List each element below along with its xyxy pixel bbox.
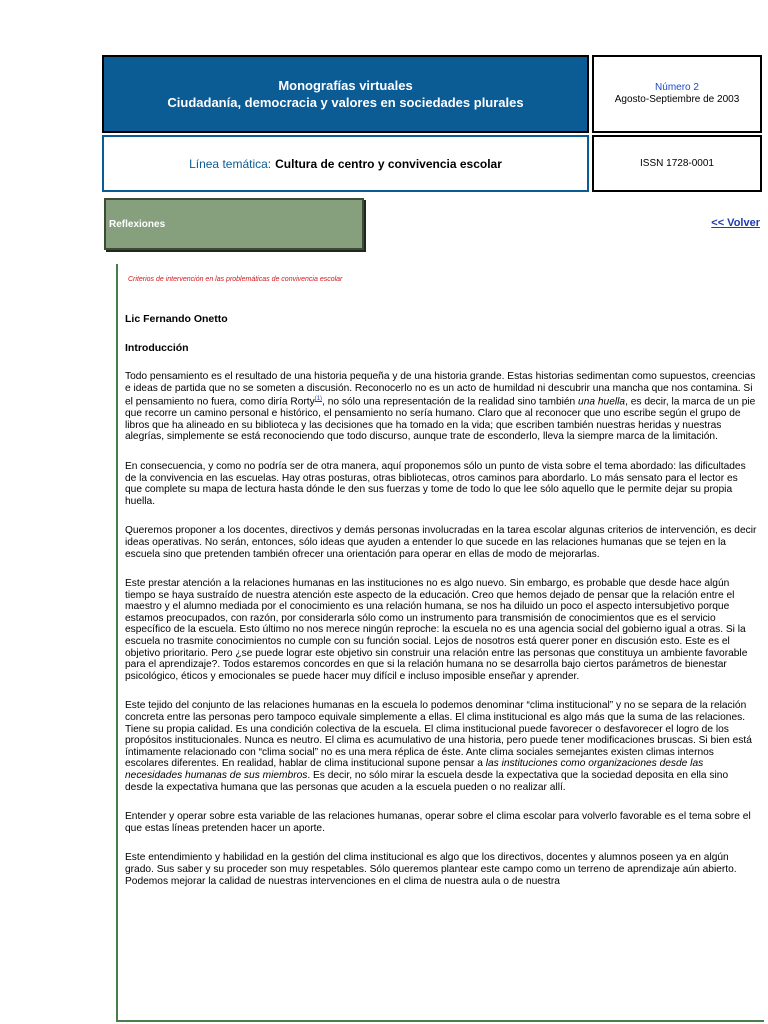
paragraph-2: En consecuencia, y como no podría ser de otra manera, aquí proponemos sólo un punto de vista sobre el tema abordado: las dificultades de la convivencia en las escuelas. Hay otras posturas, otras bibliotecas, otros caminos para abordarlo. Lo más sensato para el lector es que complete su mapa de lectura hasta dónde le den sus fuerzas y tome de todo lo que lee sólo aquello que le permite dejar su propia huella. (125, 460, 746, 507)
issue-number: Número 2 (655, 82, 699, 93)
issue-date: Agosto-Septiembre de 2003 (614, 94, 740, 105)
section-label: Reflexiones (109, 219, 166, 230)
issue-cell (592, 55, 762, 133)
issn-cell (592, 135, 762, 192)
section-box (104, 198, 364, 250)
thematic-line-value: Cultura de centro y convivencia escolar (275, 156, 502, 171)
paragraph-5: Este tejido del conjunto de las relaciones humanas en la escuela lo podemos denominar “clima institucional” y no se separa de la relación concreta entre las personas pero tampoco equivale simplemente a ellas. El clima institucional es algo más que la suma de las relaciones. Tiene su propia calidad. Es una condición colectiva de la escuela. El clima institucional puede favorecer o desfavorecer el logro de los propósitos institucionales. Nunca es neutro. El clima es acumulativo de una historia, pero puede tener modificaciones bruscas. Si bien está íntimamente relacionado con “clima social” no es una mera réplica de éste. Ante clima sociales semejantes existen climas internos escolares diferentes. En realidad, hablar de clima institucional supone pensar a las instituciones como organizaciones desde las necesidades humanas de sus miembros. Es decir, no sólo mirar la escuela desde la expectativa que la sociedad deposita en ella sino desde la expectativa humana que las personas que acuden a la escuela pueden o no realizar allí. (125, 700, 752, 793)
footnote-link-1[interactable]: (1) (314, 396, 323, 403)
thematic-line-cell (102, 135, 589, 192)
paragraph-7: Este entendimiento y habilidad en la gestión del clima institucional es algo que los directivos, docentes y alumnos poseen ya en algún grado. Sus saber y su proceder son muy respetables. Sólo queremos plantear este campo como un terreno de aprendizaje aún abierto. Podemos mejorar la calidad de nuestras intervenciones en el clima de nuestra aula o de nuestra (125, 852, 737, 887)
journal-subtitle: Ciudadanía, democracia y valores en sociedades plurales (167, 95, 524, 110)
issn: ISSN 1728-0001 (640, 158, 714, 169)
article-topic: Criterios de intervención en las problemáticas de convivencia escolar (128, 276, 343, 283)
back-link[interactable]: << Volver (711, 217, 760, 229)
paragraph-3: Queremos proponer a los docentes, directivos y demás personas involucradas en la tarea escolar algunas criterios de intervención, es decir ideas operativas. No serán, entonces, sólo ideas que ayuden a entender lo que sucede en las relaciones humanas que se tejen en la escuela sino que pretenden también ofrecer una orientación para operar en ellas de modo de mejorarlas. (125, 525, 757, 560)
journal-title: Monografías virtuales (278, 78, 413, 93)
section-heading-introduction: Introducción (125, 342, 189, 354)
paragraph-6: Entender y operar sobre esta variable de las relaciones humanas, operar sobre el clima escolar para volverlo favorable es el tema sobre el que estas líneas pretenden hacer un aporte. (125, 811, 751, 834)
article-author: Lic Fernando Onetto (125, 313, 228, 325)
journal-header (102, 55, 762, 192)
paragraph-1: Todo pensamiento es el resultado de una historia pequeña y de una historia grande. Estas historias sedimentan como supuestos, creencias e ideas de partida que no se someten a discusión. Reconocerlo no es un acto de humildad ni descubrir una mancha que nos contamina. Si el pensamiento no fuera, como diría Rorty$^{(1)}$, no sólo una representación de la realidad sino también una huella, es decir, la marca de un pie que recorre un camino personal e histórico, el pensamiento no sería humano. Claro que al reconocer que uno escribe según el grupo de libros que ha alineado en su biblioteca y las decisiones que ha tomado en la vida; que escriben también nuestras heridas y nuestras alegrías, simplemente se está reconociendo que todo discurso, aunque trate de esconderlo, lleva la siempre marca de la limitación. (125, 371, 756, 443)
thematic-line-label: Línea temática: (189, 156, 272, 171)
paragraph-4: Este prestar atención a la relaciones humanas en las instituciones no es algo nuevo. Sin embargo, es probable que desde hace algún tiempo se haya sustraído de nuestra atención este aspecto de la educación. Creo que hemos dejado de pensar que la relación entre el maestro y el alumno mediada por el conocimiento es una relación humana, se nos ha diluido un poco el aspecto intersubjetivo porque estamos preocupados, con razón, por considerarla sólo como un instrumento para transmisión de conocimientos que es el servicio específico de la escuela. Esto último no nos merece ningún reproche: la escuela no es una agencia social del gobierno igual a otras. Si la escuela no trasmite conocimientos no cumple con su función social. Lejos de nosotros está querer poner en discusión esto. Este es el objetivo prioritario. Pero ¿se puede lograr este objetivo sin construir una relación entre las personas que constituya un ambiente favorable para el aprendizaje?. Todos estaremos concordes en que si la relación humana no se desarrolla bajo ciertos parámetros de bienestar psicológico, éticos y emocionales se puede hacer muy difícil e incluso imposible enseñar y aprender. (125, 578, 748, 682)
journal-title-cell (102, 55, 589, 133)
article-body (125, 276, 757, 905)
